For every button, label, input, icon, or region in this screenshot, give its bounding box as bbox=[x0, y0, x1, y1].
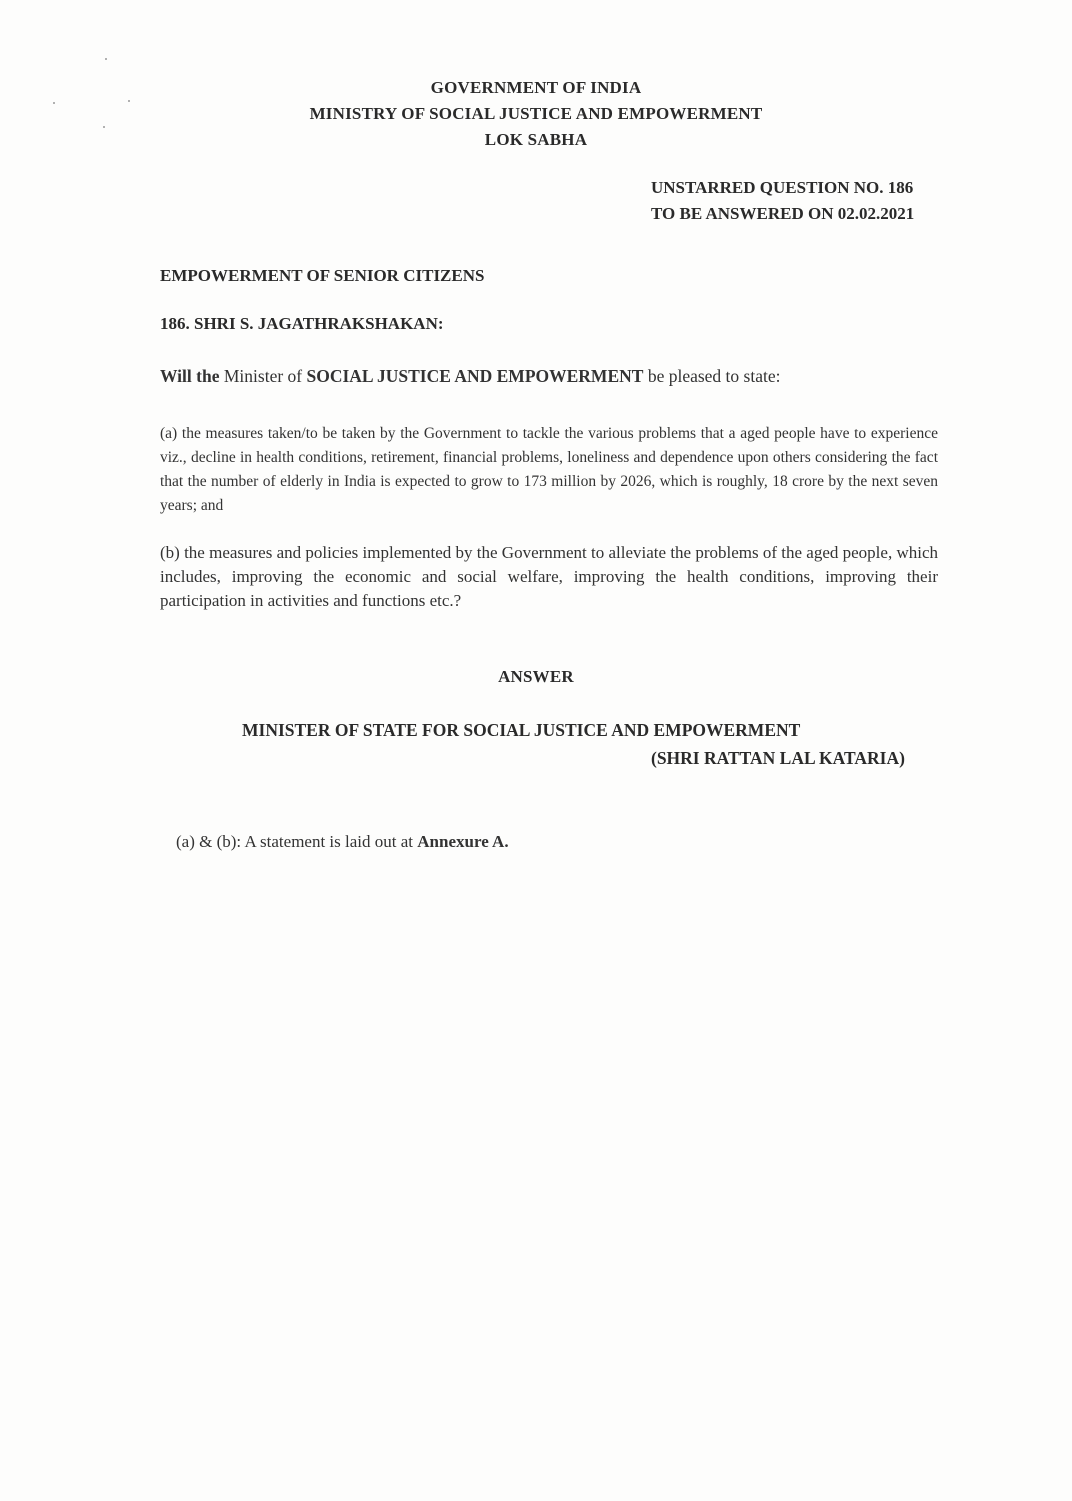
scan-speck bbox=[103, 126, 105, 128]
answer-heading: ANSWER bbox=[498, 667, 574, 686]
asker-name: 186. SHRI S. JAGATHRAKSHAKAN: bbox=[160, 314, 444, 333]
question-number: UNSTARRED QUESTION NO. 186 bbox=[651, 178, 914, 197]
reply-line bbox=[176, 832, 509, 852]
reply-annexure: Annexure A. bbox=[417, 832, 509, 851]
header-government: GOVERNMENT OF INDIA bbox=[430, 78, 642, 97]
scan-speck bbox=[128, 100, 130, 102]
question-b: (b) the measures and policies implemented by the Government to alleviate the problems of the aged people, which includes, improving the economic and social welfare, improving the health conditions, improving their participation in activities and functions etc.? bbox=[160, 543, 938, 610]
subject-title: EMPOWERMENT OF SENIOR CITIZENS bbox=[160, 266, 485, 285]
intro-line bbox=[160, 366, 780, 387]
minister-title: MINISTER OF STATE FOR SOCIAL JUSTICE AND EMPOWERMENT bbox=[242, 720, 801, 740]
intro-tail: be pleased to state: bbox=[643, 366, 781, 386]
question-a: (a) the measures taken/to be taken by the Government to tackle the various problems that a aged people have to experience viz., decline in health conditions, retirement, financial problems, loneliness and dependence upon others considering the fact that the number of elderly in India is expected to grow to 173 million by 2026, which is roughly, 18 crore by the next seven years; and bbox=[160, 425, 938, 514]
scan-speck bbox=[105, 58, 107, 60]
intro-will-the: Will the bbox=[160, 366, 220, 386]
header-ministry: MINISTRY OF SOCIAL JUSTICE AND EMPOWERMENT bbox=[309, 104, 763, 123]
header-house: LOK SABHA bbox=[484, 130, 588, 149]
minister-name: (SHRI RATTAN LAL KATARIA) bbox=[651, 748, 905, 768]
reply-prefix: (a) & (b): A statement is laid out at bbox=[176, 832, 418, 851]
answer-date: TO BE ANSWERED ON 02.02.2021 bbox=[651, 204, 915, 223]
intro-minister-of: Minister of bbox=[219, 366, 307, 386]
intro-ministry: SOCIAL JUSTICE AND EMPOWERMENT bbox=[306, 366, 644, 386]
